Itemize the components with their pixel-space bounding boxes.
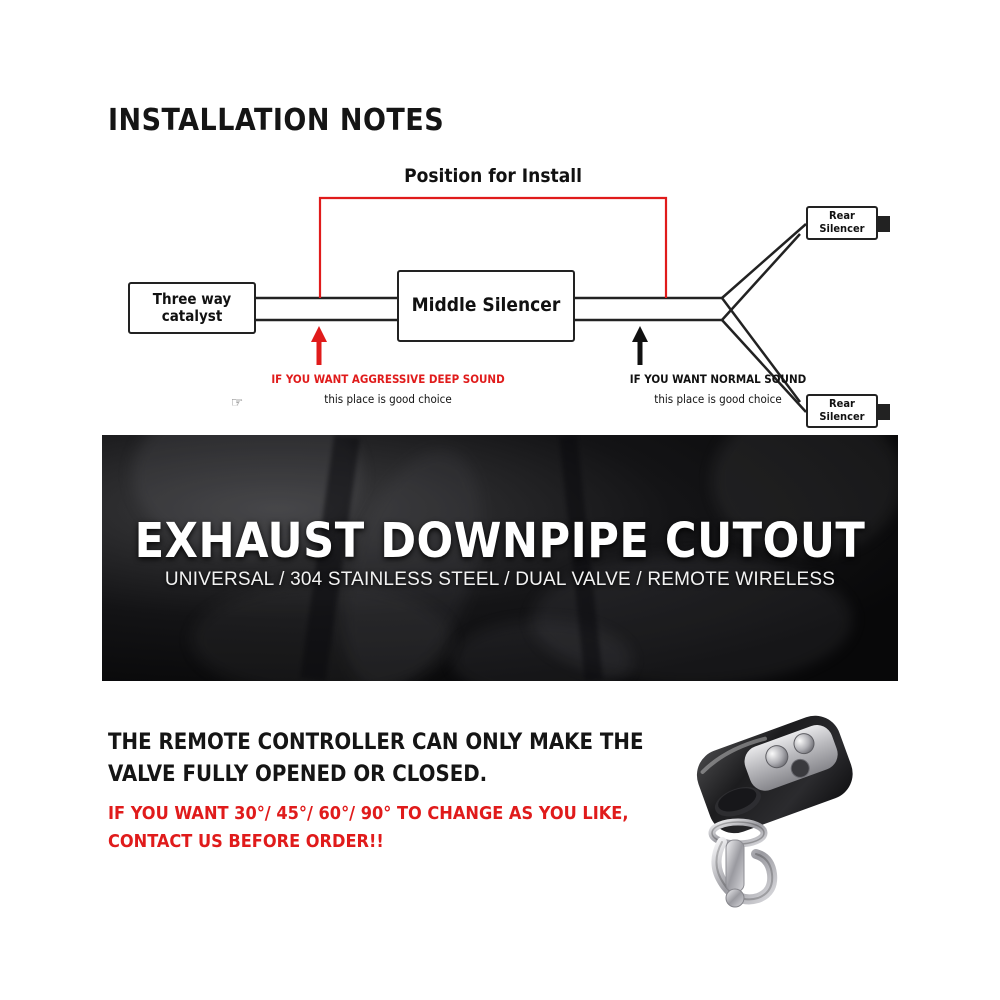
note-right-line1: IF YOU WANT NORMAL SOUND	[629, 372, 807, 386]
banner-title: EXHAUST DOWNPIPE CUTOUT	[134, 513, 866, 569]
note-left-line1: IF YOU WANT AGGRESSIVE DEEP SOUND	[271, 372, 505, 386]
remote-key-fob-image	[660, 710, 910, 930]
remote-fob-graphic	[660, 710, 910, 930]
remote-headline: THE REMOTE CONTROLLER CAN ONLY MAKE THE VALVE FULLY OPENED OR CLOSED.	[108, 730, 644, 787]
arrow-up-black-icon	[632, 326, 648, 365]
note-left-line2: this place is good choice	[324, 391, 452, 406]
product-banner	[102, 435, 898, 681]
position-for-install-label: Position for Install	[404, 165, 582, 187]
arrow-up-red-icon	[311, 326, 327, 365]
remote-warning: IF YOU WANT 30°/ 45°/ 60°/ 90° TO CHANGE AS YOU LIKE, CONTACT US BEFORE ORDER!!	[108, 803, 629, 852]
banner-subtitle: UNIVERSAL / 304 STAINLESS STEEL / DUAL VALVE / REMOTE WIRELESS	[164, 569, 836, 590]
rear-silencer-bottom-box: Rear Silencer	[806, 394, 878, 428]
three-way-catalyst-box: Three way catalyst	[128, 282, 256, 334]
middle-silencer-box: Middle Silencer	[397, 270, 575, 342]
note-aggressive-deep-sound	[228, 372, 548, 407]
page-title: INSTALLATION NOTES	[108, 103, 445, 138]
installation-diagram	[100, 150, 900, 435]
rear-silencer-top-box: Rear Silencer	[806, 206, 878, 240]
note-right-line2: this place is good choice	[654, 391, 782, 406]
hand-pointing-icon: ☞	[230, 394, 244, 410]
note-normal-sound	[558, 372, 878, 407]
